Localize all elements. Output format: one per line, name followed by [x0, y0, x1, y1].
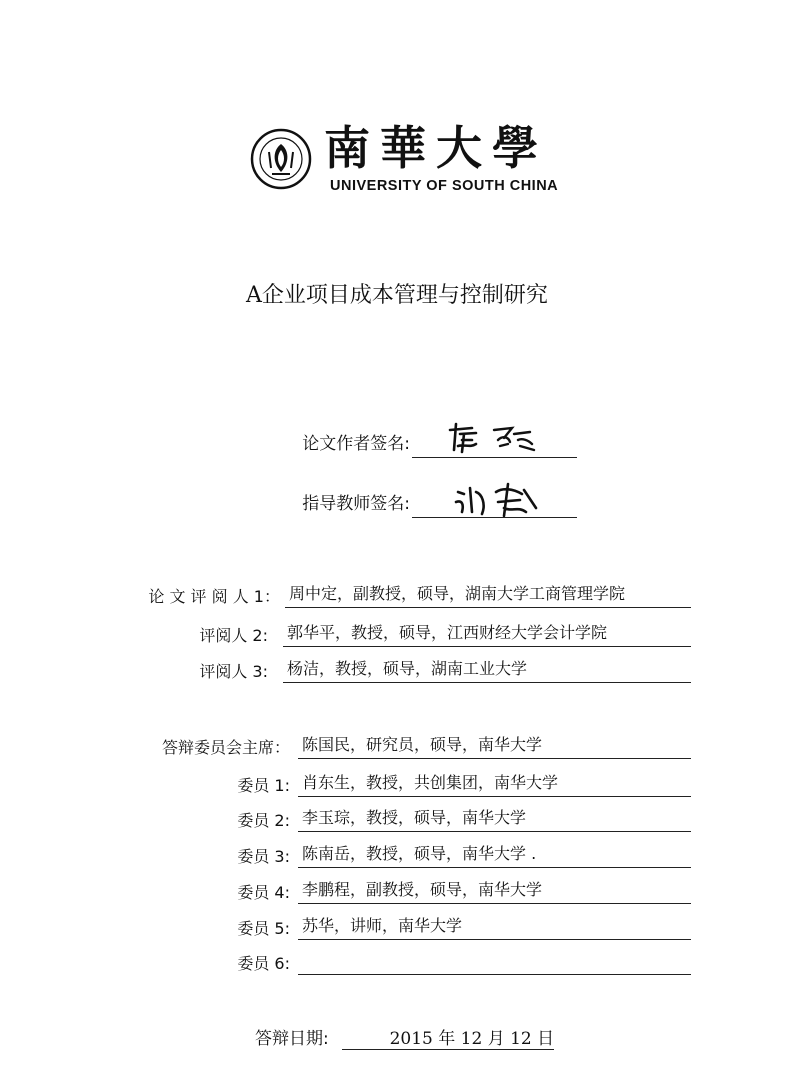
advisor-handwritten-signature [452, 478, 552, 518]
author-handwritten-signature [442, 420, 542, 456]
reviewer-1-label: 论 文 评 阅 人 1： [148, 587, 280, 606]
reviewer-1-value: 周中定，副教授，硕导，湖南大学工商管理学院 [285, 583, 691, 608]
advisor-signature-label: 指导教师签名: [302, 494, 410, 514]
committee-member-2-label: 委员 2: [237, 811, 290, 830]
author-signature-field [302, 424, 577, 458]
defense-date-label: 答辩日期: [255, 1029, 329, 1049]
committee-member-3-label: 委员 3: [237, 847, 290, 866]
committee-member-4-value: 李鹏程，副教授，硕导，南华大学 [298, 879, 691, 904]
defense-date-row [255, 1024, 554, 1050]
reviewer-3-label: 评阅人 3: [199, 662, 268, 681]
committee-member-1-label: 委员 1: [237, 776, 290, 795]
committee-member-2-value: 李玉琮，教授，硕导，南华大学 [298, 807, 691, 832]
university-seal-icon [250, 128, 312, 190]
committee-member-5-value: 苏华，讲师，南华大学 [298, 915, 691, 940]
thesis-title: A企业项目成本管理与控制研究 [246, 283, 548, 308]
reviewer-2-label: 评阅人 2: [199, 626, 268, 645]
advisor-signature-field [302, 484, 577, 518]
author-signature-label: 论文作者签名: [302, 434, 410, 454]
committee-member-6-value [298, 950, 691, 975]
committee-member-5-label: 委员 5: [237, 919, 290, 938]
committee-chair-value: 陈国民，研究员，硕导，南华大学 [298, 734, 691, 759]
reviewer-2-value: 郭华平，教授，硕导，江西财经大学会计学院 [283, 622, 691, 647]
defense-date-value: 2015 年 12 月 12 日 [342, 1024, 554, 1050]
committee-member-3-value: 陈南岳，教授，硕导，南华大学 . [298, 843, 691, 868]
reviewer-3-value: 杨洁，教授，硕导，湖南工业大学 [283, 658, 691, 683]
advisor-signature-line [412, 517, 577, 518]
university-name-en: UNIVERSITY OF SOUTH CHINA [330, 178, 559, 194]
committee-member-4-label: 委员 4: [237, 883, 290, 902]
committee-member-1-value: 肖东生，教授，共创集团，南华大学 [298, 772, 691, 797]
committee-chair-label: 答辩委员会主席： [161, 738, 290, 757]
university-header [250, 120, 570, 200]
university-name-cn: 南華大學 [324, 121, 548, 175]
author-signature-line [412, 457, 577, 458]
committee-member-6-label: 委员 6: [237, 954, 290, 973]
